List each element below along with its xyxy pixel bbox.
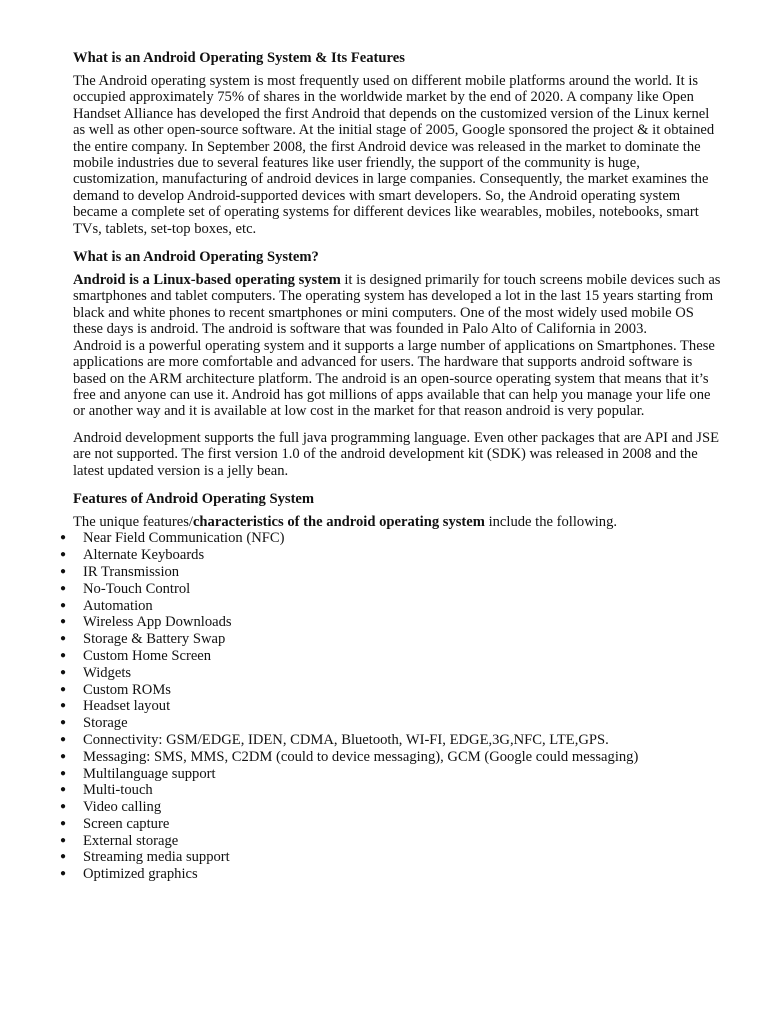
feature-list-item <box>59 664 723 682</box>
bullet-icon: ● <box>59 700 67 712</box>
bullet-icon: ● <box>59 649 67 661</box>
bullet-icon: ● <box>59 750 67 762</box>
feature-list-item <box>59 647 723 665</box>
feature-list-item <box>59 782 723 799</box>
feature-list-item-text: Video calling <box>83 799 162 816</box>
feature-list-item <box>59 580 723 598</box>
feature-list-item <box>59 866 723 883</box>
bullet-icon: ● <box>59 817 67 829</box>
bullet-icon: ● <box>59 532 67 544</box>
feature-list-item-text: Messaging: SMS, MMS, C2DM (could to device messaging), GCM (Google could messaging) <box>83 748 639 765</box>
bullet-icon: ● <box>59 733 67 745</box>
feature-list-item <box>59 597 723 615</box>
bullet-icon: ● <box>59 801 67 813</box>
feature-list-item-text: Multilanguage support <box>83 765 216 782</box>
bullet-icon: ● <box>59 666 67 678</box>
features-intro-post: include the following. <box>484 513 618 530</box>
section1-paragraph-1-bold: Android is a Linux-based operating system <box>73 272 341 289</box>
feature-list-item-text: Custom Home Screen <box>83 647 212 664</box>
feature-list-item <box>59 698 723 715</box>
feature-list-item-text: Multi-touch <box>83 782 153 799</box>
feature-list-item-text: Optimized graphics <box>83 866 198 883</box>
feature-list-item-text: Near Field Communication (NFC) <box>83 530 285 547</box>
feature-list-item <box>59 681 723 699</box>
feature-list-item-text: External storage <box>83 832 179 849</box>
feature-list-item <box>59 547 723 564</box>
bullet-icon: ● <box>59 599 67 611</box>
section-heading-what-is-android: What is an Android Operating System? <box>73 249 319 266</box>
feature-list-item <box>59 715 723 732</box>
features-intro-pre: The unique features/ <box>73 513 193 530</box>
feature-list-item-text: Screen capture <box>83 815 170 832</box>
feature-list-item-text: Headset layout <box>83 698 171 715</box>
features-intro <box>73 514 723 530</box>
features-list <box>59 530 723 883</box>
feature-list-item <box>59 765 723 783</box>
feature-list-item-text: Streaming media support <box>83 849 230 866</box>
feature-list-item <box>59 815 723 833</box>
features-intro-bold: characteristics of the android operating system <box>192 513 485 530</box>
bullet-icon: ● <box>59 582 67 594</box>
feature-list-item-text: Alternate Keyboards <box>83 547 205 564</box>
feature-list-item <box>59 614 723 631</box>
bullet-icon: ● <box>59 616 67 628</box>
document-title: What is an Android Operating System & Its Features <box>73 50 405 66</box>
feature-list-item <box>59 849 723 866</box>
feature-list-item <box>59 631 723 648</box>
feature-list-item-text: Widgets <box>83 664 132 681</box>
feature-list-item-text: Storage <box>83 715 128 732</box>
section1-paragraph-2: Android is a powerful operating system and it supports a large number of applications on Smartphones. These applications are more comfortable and advanced for users. The hardware that supports android software is based on the ARM architecture platform. The android is an open-source operating system that means that it’s free and anyone can use it. Android has got millions of apps available that can help you manage your life one or another way and it is available at low cost in the market for that reason android is very popular. <box>73 337 715 420</box>
bullet-icon: ● <box>59 767 67 779</box>
section1-paragraph-1 <box>73 272 723 338</box>
feature-list-item <box>59 563 723 581</box>
feature-list-item-text: No-Touch Control <box>83 580 191 597</box>
section-heading-features: Features of Android Operating System <box>73 490 315 507</box>
bullet-icon: ● <box>59 633 67 645</box>
section1-paragraph-1-rest: it is designed primarily for touch screens mobile devices such as smartphones and tablet computers. The operating system has developed a lot in the last 15 years starting from black and white phones to recent smartphones or mini computers. One of the most widely used mobile OS these days is android. The android is software that was founded in Palo Alto of California in 2003. <box>73 272 721 338</box>
feature-list-item <box>59 748 723 766</box>
feature-list-item <box>59 832 723 850</box>
bullet-icon: ● <box>59 851 67 863</box>
bullet-icon: ● <box>59 565 67 577</box>
feature-list-item-text: Storage & Battery Swap <box>83 631 226 648</box>
bullet-icon: ● <box>59 683 67 695</box>
bullet-icon: ● <box>59 549 67 561</box>
bullet-icon: ● <box>59 784 67 796</box>
feature-list-item-text: Custom ROMs <box>83 681 171 698</box>
feature-list-item <box>59 799 723 816</box>
document-page <box>59 48 723 883</box>
bullet-icon: ● <box>59 868 67 880</box>
feature-list-item-text: Wireless App Downloads <box>83 614 232 631</box>
feature-list-item-text: Connectivity: GSM/EDGE, IDEN, CDMA, Bluetooth, WI-FI, EDGE,3G,NFC, LTE,GPS. <box>83 731 609 748</box>
intro-paragraph: The Android operating system is most frequently used on different mobile platforms around the world. It is occupied approximately 75% of shares in the worldwide market by the end of 2020. A company like Open Handset Alliance has developed the first Android that depends on the customized version of the Linux kernel as well as other open-source software. At the initial stage of 2005, Google sponsored the project & it obtained the entire company. In September 2008, the first Android device was released in the market to dominate the mobile industries due to several features like user friendly, the support of the community is huge, customization, manufacturing of android devices in large companies. Consequently, the market examines the demand to develop Android-supported devices with smart developers. So, the Android operating system became a complete set of operating systems for different devices like wearables, mobiles, notebooks, smart TVs, tablets, set-top boxes, etc. <box>73 73 715 237</box>
bullet-icon: ● <box>59 834 67 846</box>
feature-list-item-text: Automation <box>83 597 153 614</box>
section1-paragraph-3: Android development supports the full java programming language. Even other packages that are API and JSE are not supported. The first version 1.0 of the android development kit (SDK) was released in 2008 and the latest updated version is a jelly bean. <box>73 429 720 479</box>
bullet-icon: ● <box>59 717 67 729</box>
feature-list-item-text: IR Transmission <box>83 563 180 580</box>
feature-list-item <box>59 731 723 749</box>
feature-list-item <box>59 530 723 547</box>
